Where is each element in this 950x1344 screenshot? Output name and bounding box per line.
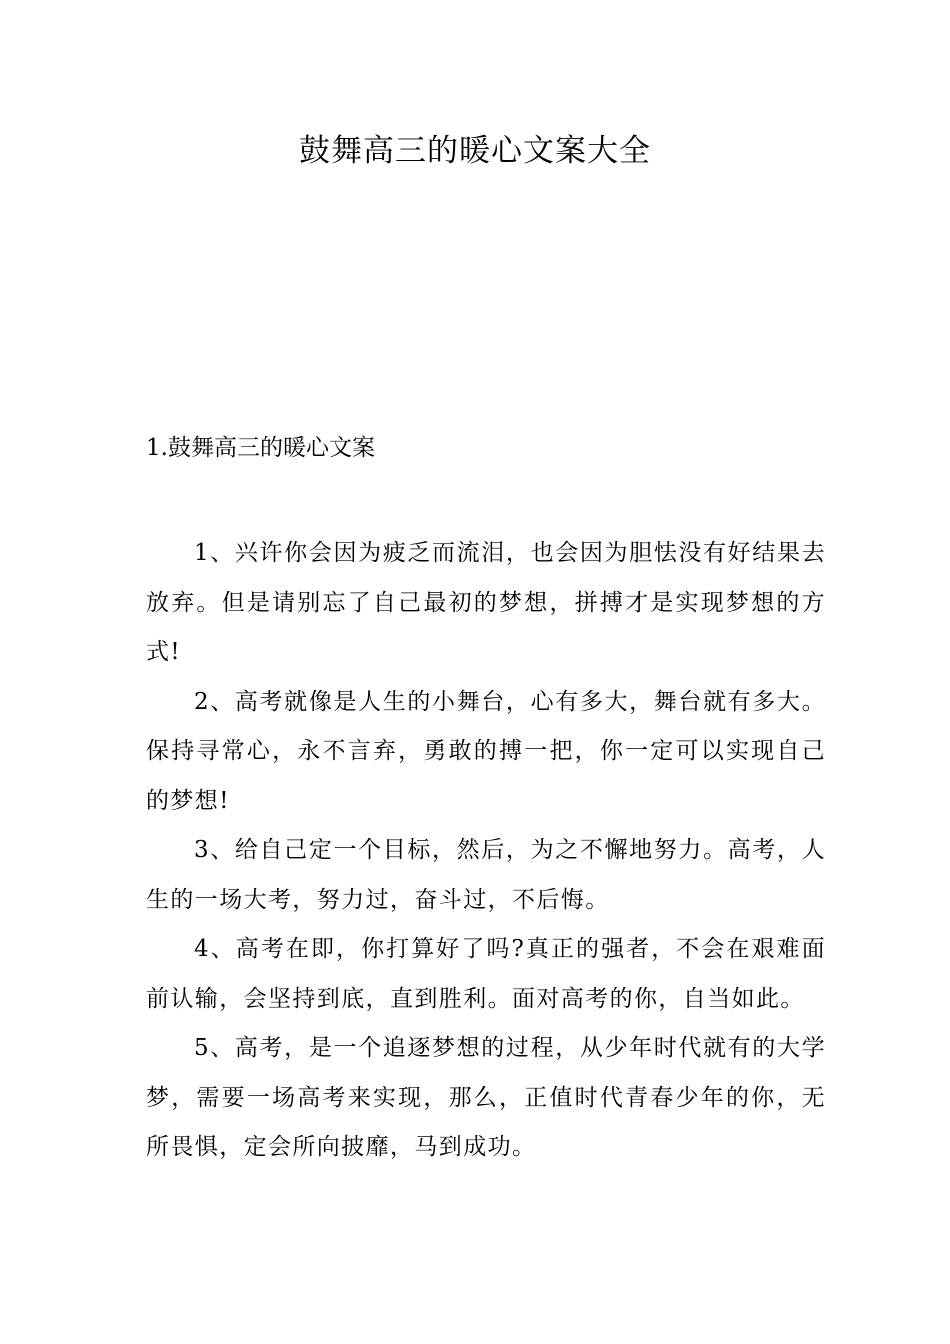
paragraph-2: 2、高考就像是人生的小舞台，心有多大，舞台就有多大。保持寻常心，永不言弃，勇敢的搏一把，你一定可以实现自己的梦想! — [146, 688, 826, 814]
body-text — [146, 529, 826, 1173]
paragraph-4: 4、高考在即，你打算好了吗?真正的强者，不会在艰难面前认输，会坚持到底，直到胜利。面对高考的你，自当如此。 — [146, 936, 826, 1012]
paragraph-1: 1、兴许你会因为疲乏而流泪，也会因为胆怯没有好结果去放弃。但是请别忘了自己最初的梦想，拼搏才是实现梦想的方式! — [146, 540, 826, 665]
paragraph-3: 3、给自己定一个目标，然后，为之不懈地努力。高考，人生的一场大考，努力过，奋斗过，不后悔。 — [146, 837, 826, 913]
section-heading: 1.鼓舞高三的暖心文案 — [146, 435, 375, 461]
document-title: 鼓舞高三的暖心文案大全 — [299, 133, 651, 169]
paragraph-5: 5、高考，是一个追逐梦想的过程，从少年时代就有的大学梦，需要一场高考来实现，那么，正值时代青春少年的你，无所畏惧，定会所向披靡，马到成功。 — [146, 1035, 826, 1160]
